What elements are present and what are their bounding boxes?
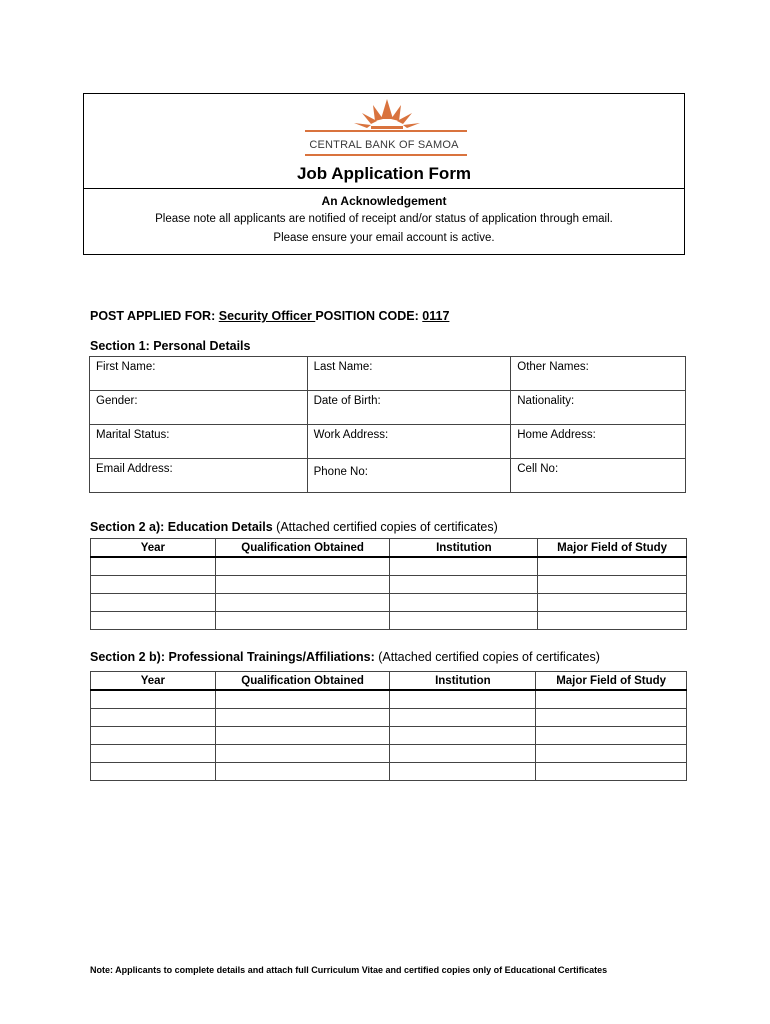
header-logo-area [84,94,684,188]
col-institution: Institution [390,539,538,558]
qualification-cell[interactable] [215,745,390,763]
section2a-title [90,520,498,534]
qualification-cell[interactable] [215,709,390,727]
other-names-field[interactable]: Other Names: [511,357,686,391]
qualification-cell[interactable] [215,763,390,781]
institution-cell[interactable] [390,763,536,781]
table-row [91,763,687,781]
qualification-cell[interactable] [215,576,390,594]
trainings-table [90,671,687,781]
work-address-field[interactable]: Work Address: [307,425,511,459]
acknowledgement-line-1: Please note all applicants are notified of receipt and/or status of application through email. [155,213,613,225]
logo-rule-top [305,130,467,132]
cell-no-field[interactable]: Cell No: [511,459,686,493]
major-field-cell[interactable] [536,763,687,781]
qualification-cell[interactable] [215,557,390,576]
table-row [91,576,687,594]
major-field-cell[interactable] [538,612,687,630]
section1-title [90,339,250,353]
col-qualification: Qualification Obtained [215,539,390,558]
major-field-cell[interactable] [536,690,687,709]
institution-cell[interactable] [390,690,536,709]
qualification-cell[interactable] [215,727,390,745]
post-label: POST APPLIED FOR: [90,309,216,323]
footer-note: Note: Applicants to complete details and attach full Curriculum Vitae and certified copies only of Educational Certificates [90,965,608,975]
bank-name: CENTRAL BANK OF SAMOA [309,139,459,151]
institution-cell[interactable] [390,727,536,745]
col-year: Year [91,672,216,691]
post-applied-line [90,309,449,323]
year-cell[interactable] [91,727,216,745]
table-row [91,594,687,612]
year-cell[interactable] [91,709,216,727]
major-field-cell[interactable] [538,557,687,576]
year-cell[interactable] [91,557,216,576]
col-major-field: Major Field of Study [536,672,687,691]
form-title: Job Application Form [296,164,472,183]
qualification-cell[interactable] [215,690,390,709]
institution-cell[interactable] [390,576,538,594]
email-address-field[interactable]: Email Address: [90,459,308,493]
home-address-field[interactable]: Home Address: [511,425,686,459]
acknowledgement-line-2: Please ensure your email account is active. [273,232,495,244]
col-institution: Institution [390,672,536,691]
table-row [90,357,686,391]
logo-rule-bottom [305,154,467,156]
major-field-cell[interactable] [538,576,687,594]
institution-cell[interactable] [390,745,536,763]
last-name-field[interactable]: Last Name: [307,357,511,391]
table-row [90,459,686,493]
position-code-label: POSITION CODE: [315,309,419,323]
section2b-note: (Attached certified copies of certificates) [374,650,600,664]
table-row [91,612,687,630]
section1-title-text: Section 1: Personal Details [90,339,251,353]
year-cell[interactable] [91,763,216,781]
position-code: 0117 [422,309,450,323]
institution-cell[interactable] [390,709,536,727]
institution-cell[interactable] [390,557,538,576]
table-row [91,557,687,576]
gender-field[interactable]: Gender: [90,391,308,425]
year-cell[interactable] [91,576,216,594]
section2a-title-text: Section 2 a): Education Details [90,520,273,534]
table-row [90,391,686,425]
institution-cell[interactable] [390,594,538,612]
col-qualification: Qualification Obtained [215,672,390,691]
col-year: Year [91,539,216,558]
phone-no-field[interactable]: Phone No: [307,459,511,493]
education-table [90,538,687,630]
section2a-note: (Attached certified copies of certificates) [272,520,498,534]
table-header-row [91,539,687,558]
major-field-cell[interactable] [536,709,687,727]
institution-cell[interactable] [390,612,538,630]
date-of-birth-field[interactable]: Date of Birth: [307,391,511,425]
major-field-cell[interactable] [536,727,687,745]
year-cell[interactable] [91,745,216,763]
nationality-field[interactable]: Nationality: [511,391,686,425]
year-cell[interactable] [91,594,216,612]
year-cell[interactable] [91,690,216,709]
marital-status-field[interactable]: Marital Status: [90,425,308,459]
form-header [83,93,685,255]
table-row [91,690,687,709]
year-cell[interactable] [91,612,216,630]
post-position: Security Officer [218,309,316,323]
section2b-title-text: Section 2 b): Professional Trainings/Affiliations: [90,650,375,664]
col-major-field: Major Field of Study [538,539,687,558]
table-row [91,709,687,727]
personal-details-table [89,356,686,493]
major-field-cell[interactable] [538,594,687,612]
major-field-cell[interactable] [536,745,687,763]
section2b-title [90,650,600,664]
acknowledgement-title: An Acknowledgement [321,194,447,208]
table-row [91,745,687,763]
qualification-cell[interactable] [215,612,390,630]
table-header-row [91,672,687,691]
first-name-field[interactable]: First Name: [90,357,308,391]
table-row [91,727,687,745]
acknowledgement-box [83,188,685,255]
table-row [90,425,686,459]
qualification-cell[interactable] [215,594,390,612]
